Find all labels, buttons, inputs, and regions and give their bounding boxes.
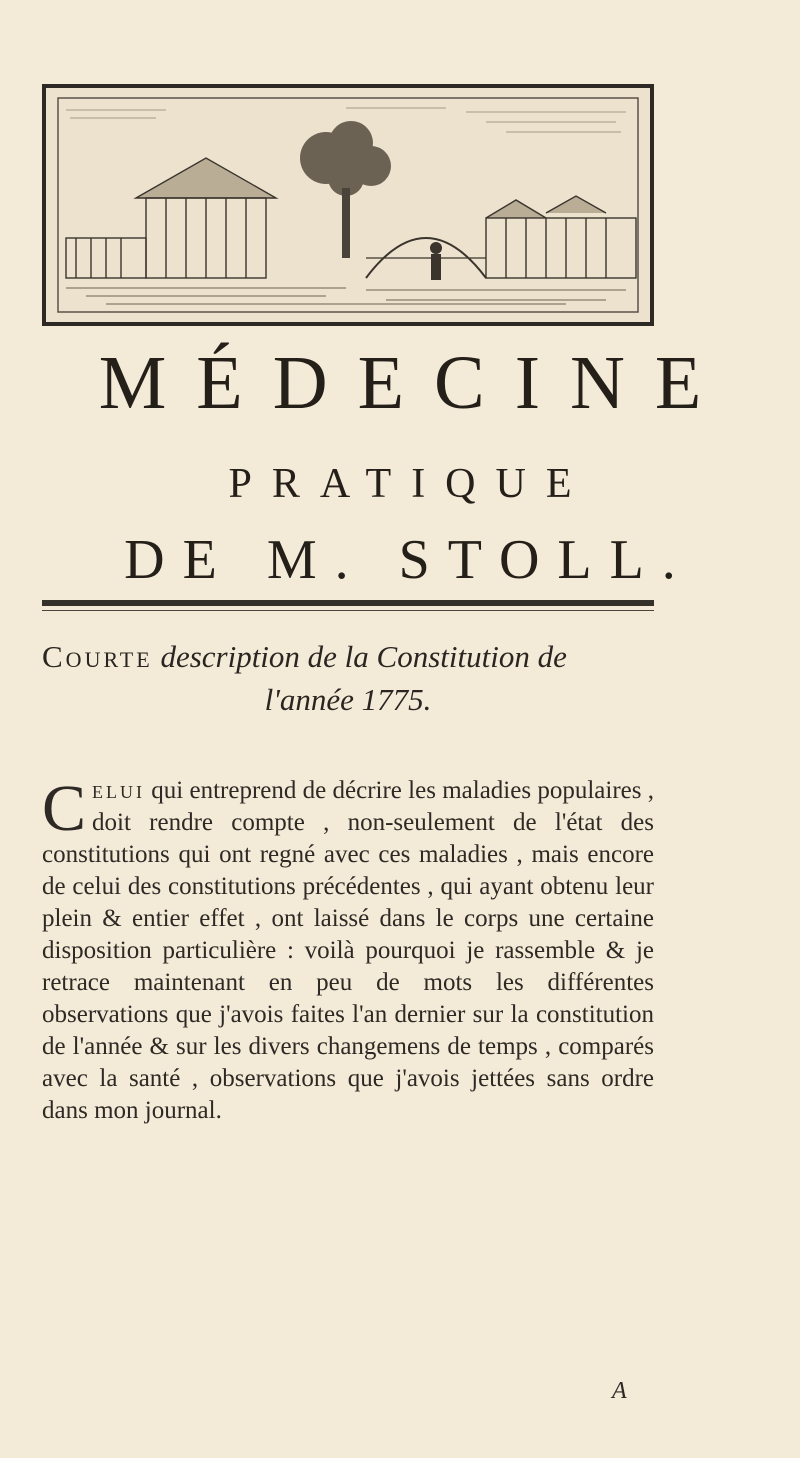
title-pratique: PRATIQUE [228, 461, 592, 507]
title-author: DE M. STOLL. [124, 529, 694, 591]
drop-cap: C [42, 772, 87, 845]
caption-year: l'année 1775. [264, 682, 432, 717]
engraved-headpiece-illustration [42, 84, 654, 326]
catchword: A [612, 1378, 627, 1404]
title-rule-thick [42, 600, 654, 606]
title-rule-thin [42, 610, 654, 611]
body-paragraph [42, 772, 654, 1127]
section-caption [42, 635, 662, 679]
title-medecine: MÉDECINE [98, 341, 732, 425]
paragraph-text: qui entreprend de décrire les maladies populaires , doit rendre compte , non-seulement de l'état des constitutions qui ont regné avec ces maladies , mais encore de celui des constitutions précédentes , qui ayant obtenu leur plein & entier effet , ont laissé dans le corps une certaine disposition particulière : voilà pourquoi je rassemble & je retrace maintenant en peu de mots les différentes observations que j'avois faites l'an dernier sur la constitution de l'année & sur les divers changemens de temps , comparés avec la santé , observations que j'avois jettées sans ordre dans mon journal. [42, 777, 654, 1124]
headpiece-engraving [46, 88, 650, 322]
first-word: elui [92, 777, 146, 804]
caption-rest: description de la Constitution de [160, 639, 567, 674]
caption-lead: Courte [42, 639, 153, 674]
